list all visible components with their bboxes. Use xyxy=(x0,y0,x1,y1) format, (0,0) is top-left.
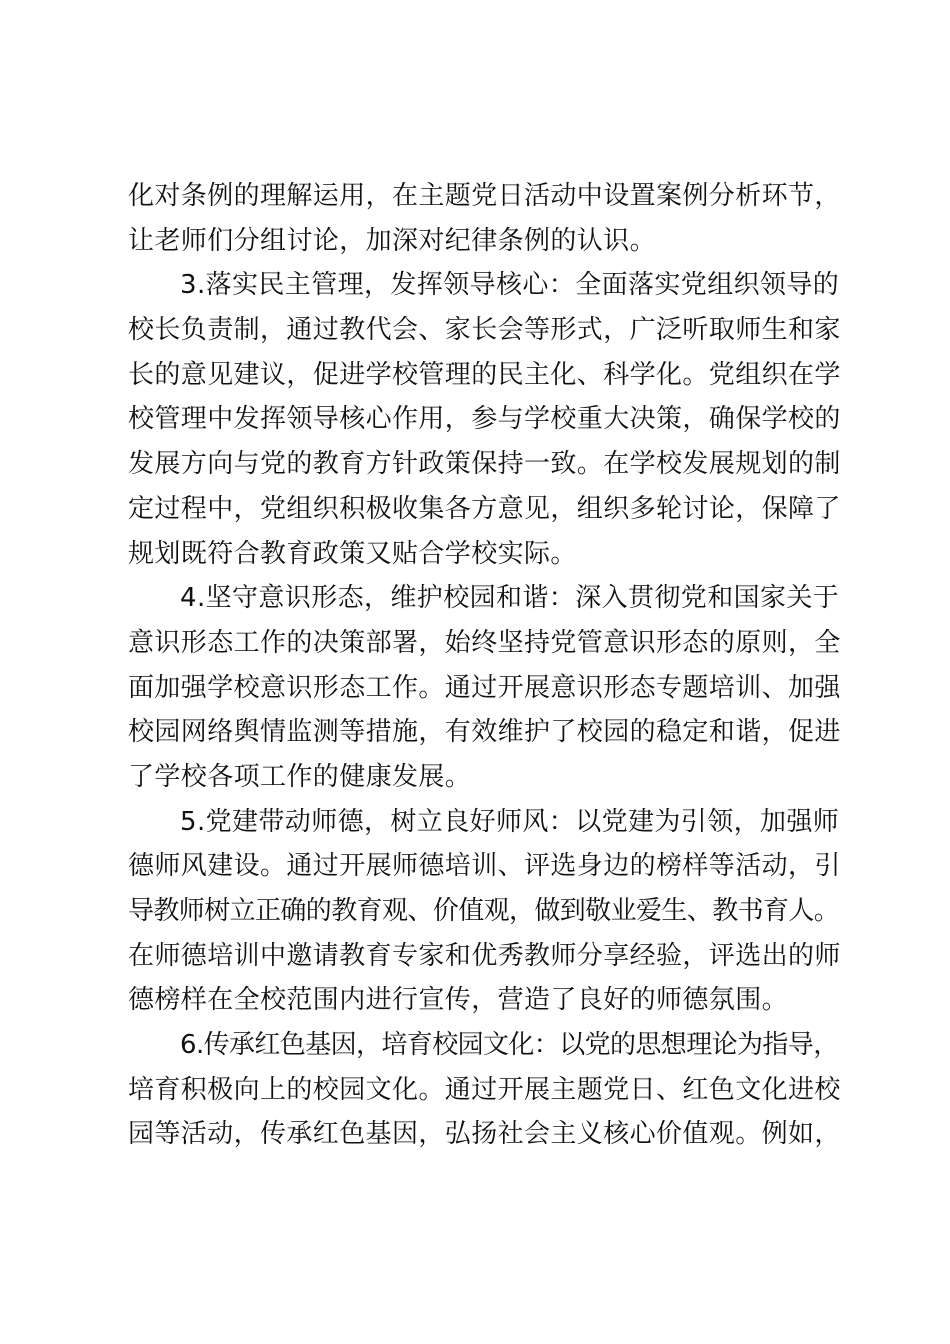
paragraph-start-line: 5.党建带动师德，树立良好师风：以党建为引领，加强师 xyxy=(180,806,840,837)
text-line: 校管理中发挥领导核心作用，参与学校重大决策，确保学校的 xyxy=(128,404,841,435)
document-body xyxy=(128,174,842,1157)
text-line: 培育积极向上的校园文化。通过开展主题党日、红色文化进校 xyxy=(128,1074,841,1105)
text-line: 德师风建设。通过开展师德培训、评选身边的榜样等活动，引 xyxy=(128,851,841,882)
text-line: 德榜样在全校范围内进行宣传，营造了良好的师德氛围。 xyxy=(128,985,789,1016)
text-line: 园等活动，传承红色基因，弘扬社会主义核心价值观。例如， xyxy=(128,1119,841,1150)
text-line: 定过程中，党组织积极收集各方意见，组织多轮讨论，保障了 xyxy=(128,493,841,524)
paragraph-start-line: 6.传承红色基因，培育校园文化：以党的思想理论为指导， xyxy=(180,1030,839,1061)
paragraph-start-line: 3.落实民主管理，发挥领导核心：全面落实党组织领导的 xyxy=(180,270,840,301)
text-line: 校长负责制，通过教代会、家长会等形式，广泛听取师生和家 xyxy=(128,315,841,346)
text-line: 意识形态工作的决策部署，始终坚持党管意识形态的原则，全 xyxy=(128,627,841,658)
text-line: 让老师们分组讨论，加深对纪律条例的认识。 xyxy=(128,225,657,256)
text-line: 发展方向与党的教育方针政策保持一致。在学校发展规划的制 xyxy=(128,449,841,480)
paragraph-start-line: 4.坚守意识形态，维护校园和谐：深入贯彻党和国家关于 xyxy=(180,583,840,614)
text-line: 了学校各项工作的健康发展。 xyxy=(128,761,472,792)
text-line: 在师德培训中邀请教育专家和优秀教师分享经验，评选出的师 xyxy=(128,940,841,971)
text-line: 化对条例的理解运用，在主题党日活动中设置案例分析环节， xyxy=(128,181,841,211)
text-line: 面加强学校意识形态工作。通过开展意识形态专题培训、加强 xyxy=(128,672,841,703)
text-line: 导教师树立正确的教育观、价值观，做到敬业爱生、教书育人。 xyxy=(128,896,840,926)
text-line: 规划既符合教育政策又贴合学校实际。 xyxy=(128,538,577,569)
text-line: 校园网络舆情监测等措施，有效维护了校园的稳定和谐，促进 xyxy=(128,717,841,748)
text-line: 长的意见建议，促进学校管理的民主化、科学化。党组织在学 xyxy=(128,359,841,390)
